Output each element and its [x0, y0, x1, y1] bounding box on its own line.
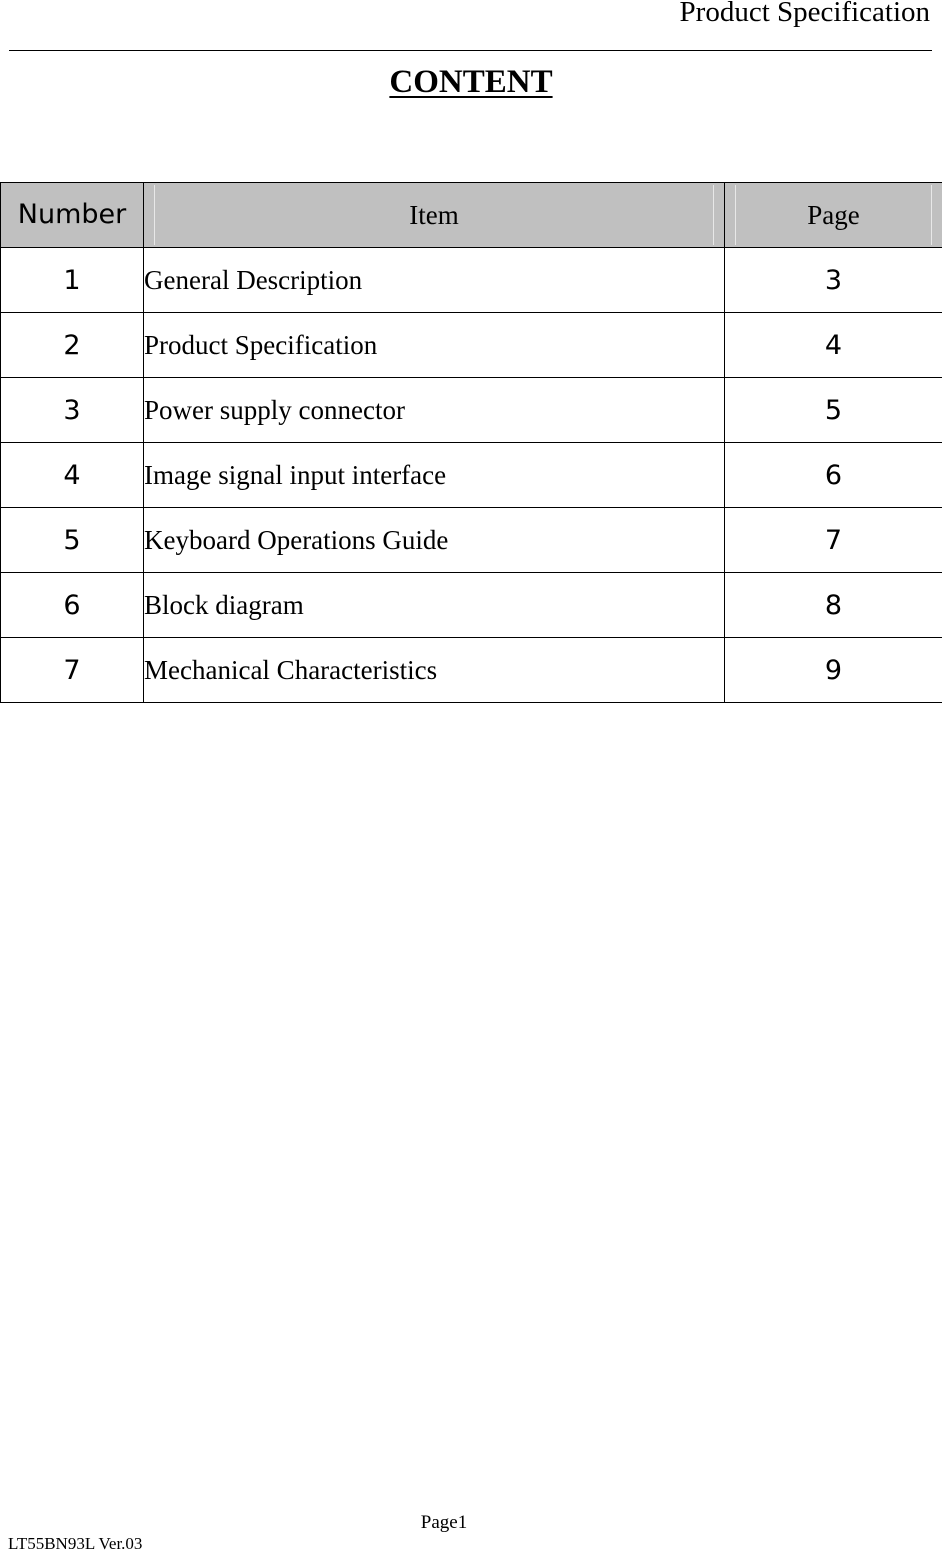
table-of-contents [0, 182, 942, 703]
table-row [1, 573, 942, 638]
table-row [1, 378, 942, 443]
page-title [0, 64, 942, 101]
row-item: Power supply connector [144, 378, 725, 443]
row-page: 9 [725, 638, 942, 703]
row-number: 1 [1, 248, 144, 313]
row-number: 6 [1, 573, 144, 638]
row-number: 7 [1, 638, 144, 703]
column-header-item-label: Item [154, 185, 714, 245]
column-header-page [725, 183, 942, 248]
table-row [1, 313, 942, 378]
row-page: 6 [725, 443, 942, 508]
row-page: 8 [725, 573, 942, 638]
header-divider [9, 50, 932, 51]
row-item: Product Specification [144, 313, 725, 378]
row-number: 5 [1, 508, 144, 573]
row-number: 2 [1, 313, 144, 378]
row-item: Image signal input interface [144, 443, 725, 508]
column-header-item [144, 183, 725, 248]
header-title: Product Specification [680, 0, 930, 29]
table-row [1, 248, 942, 313]
row-item: General Description [144, 248, 725, 313]
row-item: Block diagram [144, 573, 725, 638]
row-item: Keyboard Operations Guide [144, 508, 725, 573]
table-header-row [1, 183, 942, 248]
table-row [1, 638, 942, 703]
page-title-text: CONTENT [389, 64, 552, 100]
column-header-number-label: Number [1, 185, 143, 245]
footer-document-id: LT55BN93L Ver.03 [8, 1534, 142, 1554]
table-row [1, 508, 942, 573]
row-number: 4 [1, 443, 144, 508]
table-row [1, 443, 942, 508]
row-number: 3 [1, 378, 144, 443]
row-page: 7 [725, 508, 942, 573]
footer-page-number: Page1 [0, 1512, 888, 1534]
row-page: 5 [725, 378, 942, 443]
column-header-page-label: Page [735, 185, 932, 245]
row-item: Mechanical Characteristics [144, 638, 725, 703]
row-page: 4 [725, 313, 942, 378]
row-page: 3 [725, 248, 942, 313]
column-header-number [1, 183, 144, 248]
